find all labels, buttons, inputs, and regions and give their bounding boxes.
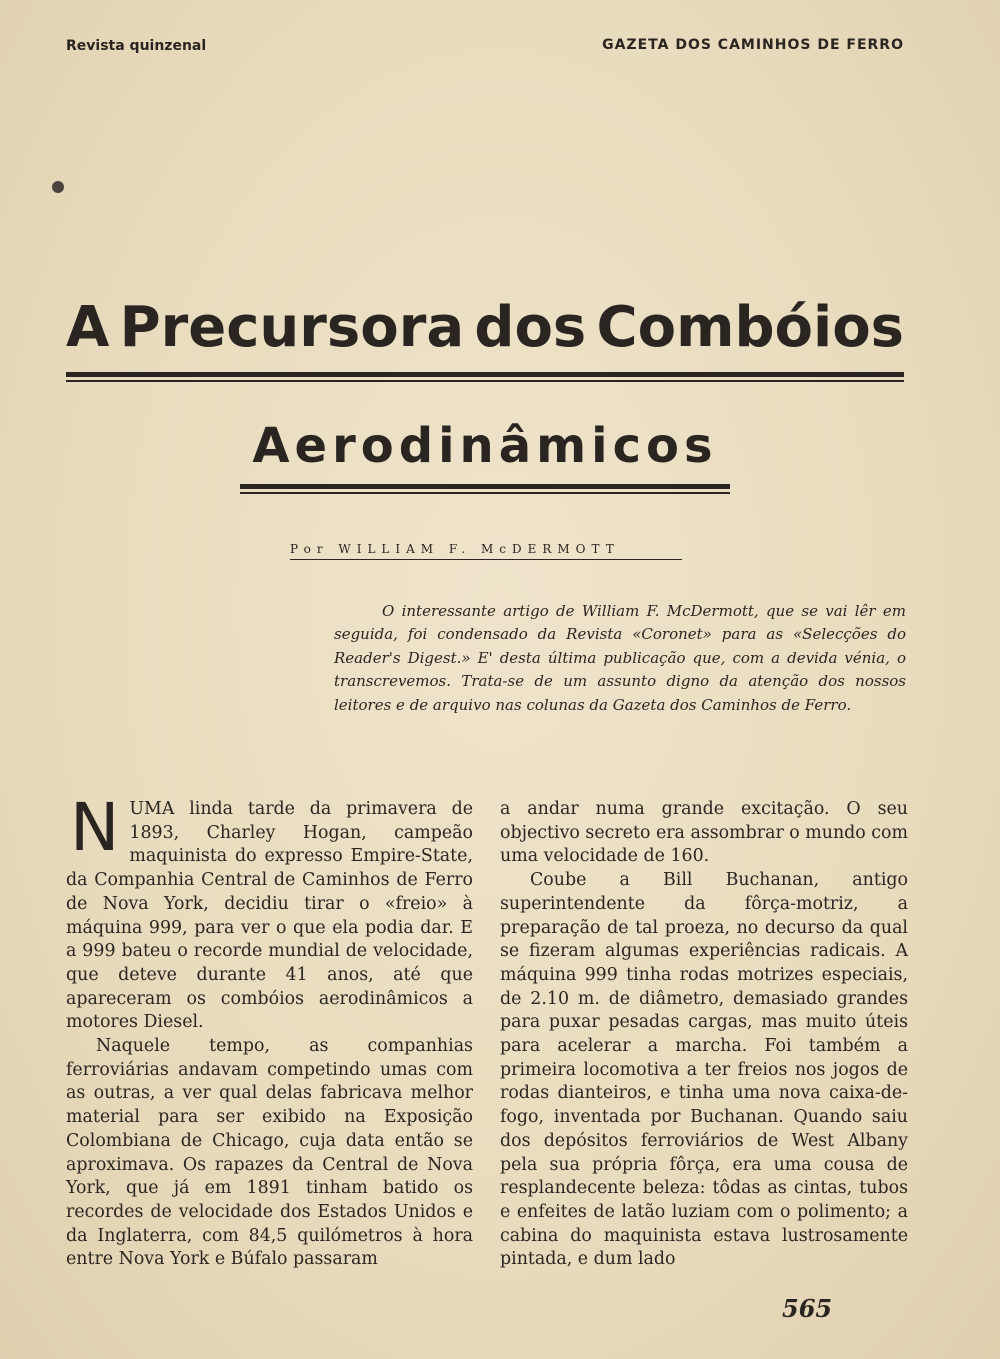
title-word: dos: [474, 295, 587, 360]
ink-spot: [52, 181, 64, 193]
paragraph-text: UMA linda tarde da primavera de 1893, Charley Hogan, campeão maquinista do expresso Empire-State, da Companhia Central de Caminhos de Ferro de Nova York, decidiu tirar o «freio» à máquina 999, para ver o que ela podia dar. E a 999 bateu o recorde mundial de velocidade, que deteve durante 41 anos, até que apareceram os combóios aerodinâmicos a motores Diesel.: [66, 799, 473, 1033]
header-publication: GAZETA DOS CAMINHOS DE FERRO: [602, 37, 904, 53]
title-word: Combóios: [596, 295, 904, 360]
paragraph: Coube a Bill Buchanan, antigo superintendente da fôrça-motriz, a preparação de tal proeza, no decurso da qual se fizeram algumas experiências radicais. A máquina 999 tinha rodas motrizes especiais, de 2.10 m. de diâmetro, demasiado grandes para puxar pesadas cargas, mas muito úteis para acelerar a marcha. Foi também a primeira locomotiva a ter freios nos jogos de rodas dianteiros, e tinha uma nova caixa-de-fogo, inventada por Buchanan. Quando saiu dos depósitos ferroviários de West Albany pela sua própria fôrça, era uma cousa de resplandecente beleza: tôdas as cintas, tubos e enfeites de latão luziam com o polimento; a cabina do maquinista estava lustrosamente pintada, e dum lado: [500, 870, 908, 1270]
intro-note: O interessante artigo de William F. McDermott, que se vai lêr em seguida, foi condensado da Revista «Coronet» para as «Selecções do Reader's Digest.» E' desta última publicação que, com a devida vénia, o transcrevemos. Trata-se de um assunto digno da atenção dos nossos leitores e de arquivo nas colunas da Gazeta dos Caminhos de Ferro.: [334, 602, 906, 714]
byline: Por WILLIAM F. McDERMOTT: [290, 542, 682, 560]
paragraph: a andar numa grande excitação. O seu objectivo secreto era assombrar o mundo com uma velocidade de 160.: [500, 799, 909, 867]
title-line-1: [66, 295, 904, 360]
title-word: Precursora: [119, 295, 465, 360]
page-number: 565: [782, 1294, 833, 1323]
body-column-right: [500, 798, 908, 1272]
drop-cap: N: [70, 789, 120, 866]
title-rule-2: [240, 484, 730, 494]
title-line-2: Aerodinâmicos: [252, 418, 718, 474]
header-periodicity: Revista quinzenal: [66, 38, 207, 54]
paragraph: [66, 789, 473, 1035]
title-rule-1: [66, 372, 904, 382]
paragraph: Naquele tempo, as companhias ferroviárias andavam competindo umas com as outras, a ver qual delas fabricava melhor material para ser exibido na Exposição Colombiana de Chicago, cuja data então se aproximava. Os rapazes da Central de Nova York, que já em 1891 tinham batido os recordes de velocidade dos Estados Unidos e da Inglaterra, com 84,5 quilómetros à hora entre Nova York e Búfalo passaram: [66, 1036, 473, 1270]
body-column-left: [66, 789, 473, 1272]
title-word: A: [66, 295, 110, 360]
